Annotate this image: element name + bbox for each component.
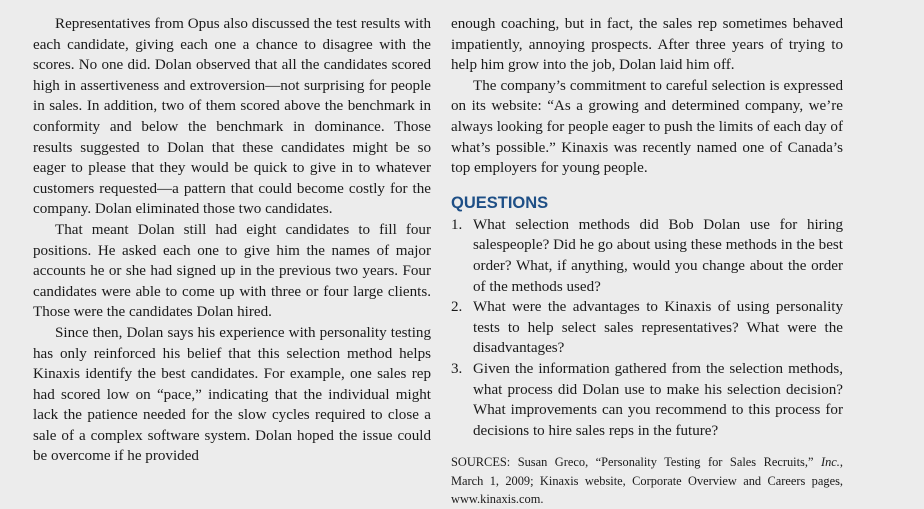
question-number: 3. — [451, 360, 463, 377]
question-text: What selection methods did Bob Dolan use for hiring salespeople? Did he go about using these methods in the best order? What, if anything, would you change about the order of the methods used? — [473, 216, 843, 295]
question-item — [451, 359, 843, 441]
paragraph-remaining-candidates: That meant Dolan still had eight candidates to fill four positions. He asked each one to give him the names of major accounts he or she had signed up in the previous two years. Four candidates were able to come up with three or four large clients. Those were the candidates Dolan hired. — [33, 221, 431, 321]
questions-list — [451, 215, 843, 442]
paragraph-experience: Since then, Dolan says his experience with personality testing has only reinforced his belief that this selection method helps Kinaxis identify the best candidates. For example, one sales rep had scored low on “pace,” indicating that the individual might lack the patience needed for the slow cycles required to close a sale of a complex software system. Dolan hoped the issue could be overcome if he provided — [33, 324, 431, 465]
left-column — [33, 14, 431, 467]
sources-citation — [451, 453, 843, 509]
question-text: Given the information gathered from the selection methods, what process did Dolan use to make his selection decision? What improvements can you recommend to this process for decisions to hire sales reps in the future? — [473, 360, 843, 439]
sources-journal: Inc. — [820, 455, 840, 470]
question-item — [451, 215, 843, 297]
sources-prefix: SOURCES: Susan Greco, “Personality Testing for Sales Recruits,” — [451, 455, 821, 470]
question-item — [451, 297, 843, 359]
paragraph-continuation: enough coaching, but in fact, the sales rep sometimes behaved impatiently, annoying prospects. After three years of trying to help him grow into the job, Dolan laid him off. — [451, 16, 843, 74]
question-number: 2. — [451, 299, 463, 316]
paragraph-company-commitment: The company’s commitment to careful selection is expressed on its website: “As a growing and determined company, we’re always looking for people eager to push the limits of each day of what’s possible.” Kinaxis was recently named one of Canada’s top employers for young people. — [451, 77, 843, 177]
paragraph-test-results: Representatives from Opus also discussed the test results with each candidate, giving each one a chance to disagree with the scores. No one did. Dolan observed that all the candidates scored high in assertiveness and extroversion—not surprising for people in sales. In addition, two of them scored above the benchmark in conformity and below the benchmark in dominance. Those results suggested to Dolan that these candidates might be so eager to please that they would be quick to give in to whatever customers requested—a pattern that could become costly for the company. Dolan eliminated those two candidates. — [33, 16, 431, 218]
question-number: 1. — [451, 216, 463, 233]
right-column — [451, 14, 843, 509]
questions-heading: QUESTIONS — [451, 193, 549, 212]
question-text: What were the advantages to Kinaxis of using personality tests to help select sales representatives? What were the disadvantages? — [473, 299, 843, 357]
sources-suffix: , March 1, 2009; Kinaxis website, Corporate Overview and Careers pages, www.kinaxis.com. — [451, 455, 843, 507]
